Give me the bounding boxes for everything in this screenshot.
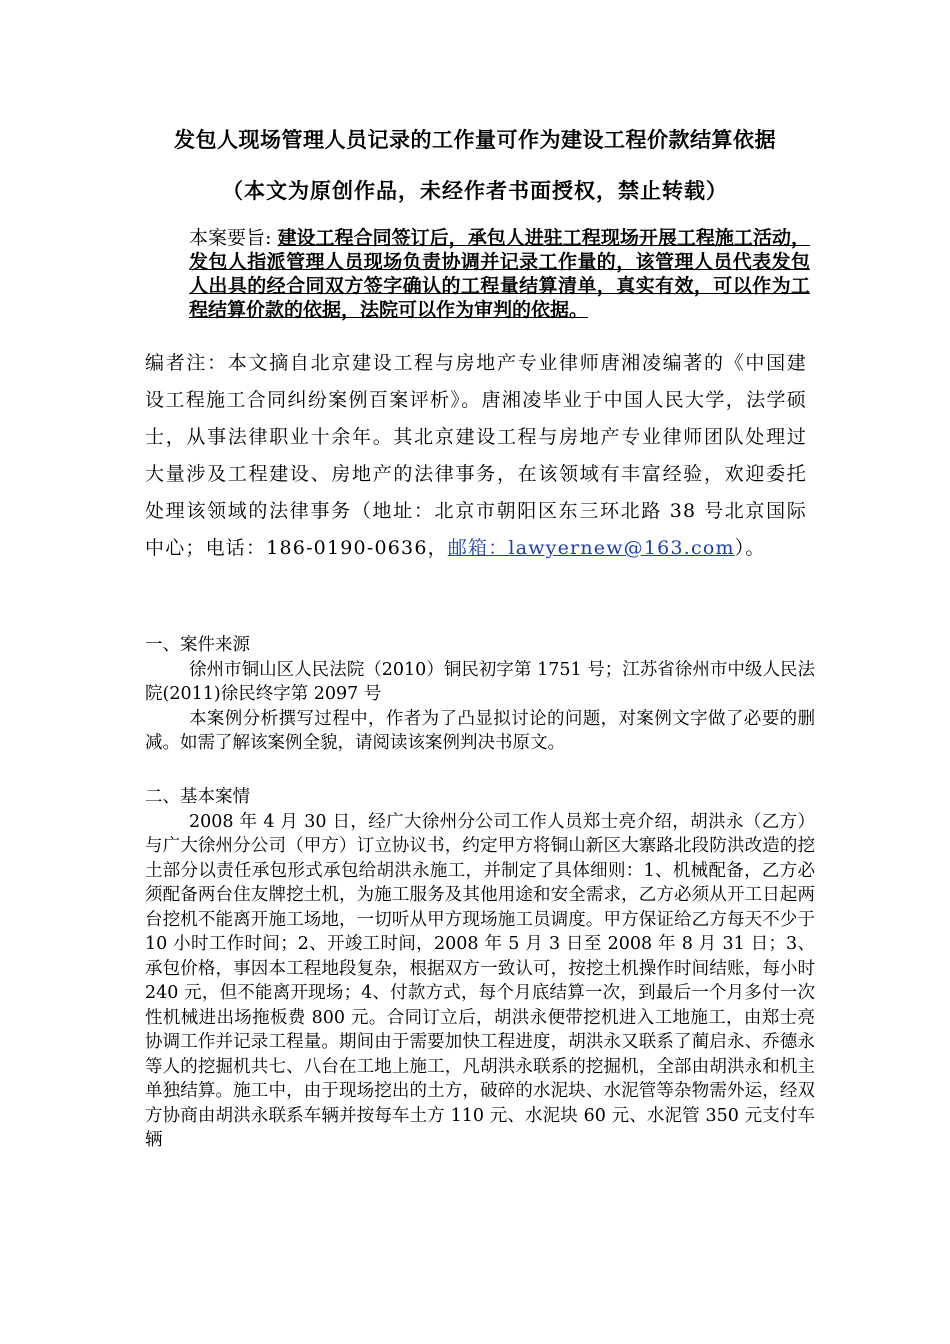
- email-link[interactable]: 邮箱：lawyernew@163.com: [447, 537, 735, 559]
- section1-heading: 一、案件来源: [145, 635, 250, 655]
- editor-note-text: 编者注：本文摘自北京建设工程与房地产专业律师唐湘凌编著的《中国建设工程施工合同纠纷案例百案评析》。唐湘凌毕业于中国人民大学，法学硕士，从事法律职业十余年。其北京建设工程与房地产专业律师团队处理过大量涉及工程建设、房地产的法律事务，在该领域有丰富经验，欢迎委托处理该领域的法律事务（地址：北京市朝阳区东三环北路 38 号北京国际中心；电话：186-0190-0636，: [145, 352, 807, 559]
- editor-note: [145, 345, 807, 567]
- case-summary: [145, 226, 810, 322]
- section-basic-facts: [145, 785, 815, 1153]
- section2-paragraph-1: 2008 年 4 月 30 日，经广大徐州分公司工作人员郑士亮介绍，胡洪永（乙方）与广大徐州分公司（甲方）订立协议书，约定甲方将铜山新区大寨路北段防洪改造的挖土部分以责任承包形式承包给胡洪永施工，并制定了具体细则：1、机械配备，乙方必须配备两台住友牌挖土机，为施工服务及其他用途和安全需求，乙方必须从开工日起两台挖机不能离开施工场地，一切听从甲方现场施工员调度。甲方保证给乙方每天不少于 10 小时工作时间；2、开竣工时间，2008 年 5 月 3 日至 2008 年 8 月 31 日；3、承包价格，事因本工程地段复杂，根据双方一致认可，按挖土机操作时间结账，每小时 240 元，但不能离开现场；4、付款方式，每个月底结算一次，到最后一个月多付一次性机械进出场拖板费 800 元。合同订立后，胡洪永便带挖机进入工地施工，由郑士亮协调工作并记录工程量。期间由于需要加快工程进度，胡洪永又联系了蔺启永、乔德永等人的挖掘机共七、八台在工地上施工，凡胡洪永联系的挖掘机，全部由胡洪永和机主单独结算。施工中，由于现场挖出的土方，破碎的水泥块、水泥管等杂物需外运，经双方协商由胡洪永联系车辆并按每车土方 110 元、水泥块 60 元、水泥管 350 元支付车辆: [145, 811, 815, 1150]
- section2-heading: 二、基本案情: [145, 787, 250, 807]
- document-title: 发包人现场管理人员记录的工作量可作为建设工程价款结算依据: [174, 128, 776, 152]
- section-case-source: [145, 633, 815, 756]
- editor-note-tail: ）。: [734, 537, 766, 559]
- summary-text: 建设工程合同签订后，承包人进驻工程现场开展工程施工活动，发包人指派管理人员现场负责协调并记录工作量的，该管理人员代表发包人出具的经合同双方签字确认的工程量结算清单，真实有效，可以作为工程结算价款的依据，法院可以作为审判的依据。: [189, 227, 810, 321]
- summary-label: 本案要旨:: [189, 227, 278, 249]
- section1-paragraph-2: 本案例分析撰写过程中，作者为了凸显拟讨论的问题，对案例文字做了必要的删减。如需了解该案例全貌，请阅读该案例判决书原文。: [145, 708, 815, 753]
- copyright-notice: （本文为原创作品，未经作者书面授权，禁止转载）: [222, 179, 728, 203]
- section1-paragraph-1: 徐州市铜山区人民法院（2010）铜民初字第 1751 号；江苏省徐州市中级人民法院(2011)徐民终字第 2097 号: [145, 659, 815, 704]
